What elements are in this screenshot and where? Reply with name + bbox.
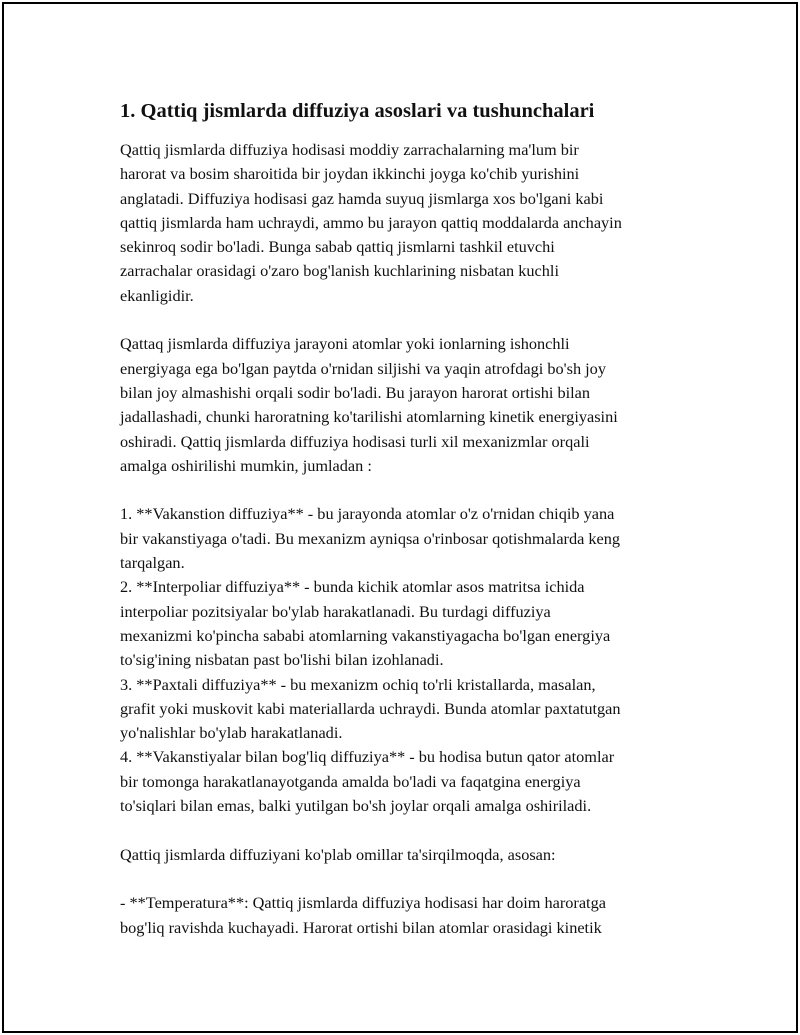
list-item-line: tarqalgan.: [120, 553, 185, 573]
text-line: harorat va bosim sharoitida bir joydan ikkinchi joyga ko'chib yurishini: [120, 164, 580, 184]
paragraph-gap: [120, 308, 692, 332]
list-item-line: 1. **Vakanstion diffuziya** - bu jarayonda atomlar o'z o'rnidan chiqib yana: [120, 504, 615, 524]
text-line: amalga oshirilishi mumkin, jumladan :: [120, 455, 372, 475]
document-body: [120, 98, 692, 940]
page-frame: [2, 2, 798, 1033]
list-item-line: 3. **Paxtali diffuziya** - bu mexanizm ochiq to'rli kristallarda, masalan,: [120, 674, 596, 694]
text-line: bog'liq ravishda kuchayadi. Harorat ortishi bilan atomlar orasidagi kinetik: [120, 917, 602, 937]
text-line: oshiradi. Qattiq jismlarda diffuziya hodisasi turli xil mexanizmlar orqali: [120, 431, 590, 451]
list-item-line: interpoliar pozitsiyalar bo'ylab harakatlanadi. Bu turdagi diffuziya: [120, 601, 551, 621]
list-item-line: mexanizmi ko'pincha sababi atomlarning vakanstiyagacha bo'lgan energiya: [120, 625, 611, 645]
text-line: energiyaga ega bo'lgan paytda o'rnidan siljishi va yaqin atrofdagi bo'sh joy: [120, 358, 606, 378]
text-line: zarrachalar orasidagi o'zaro bog'lanish kuchlarining nisbatan kuchli: [120, 261, 559, 281]
list-item-line: 4. **Vakanstiyalar bilan bog'liq diffuziya** - bu hodisa butun qator atomlar: [120, 747, 615, 767]
text-line: jadallashadi, chunki haroratning ko'tarilishi atomlarning kinetik energiyasini: [120, 407, 618, 427]
section-title: 1. Qattiq jismlarda diffuziya asoslari va tushunchalari: [120, 100, 595, 122]
list-item-line: 2. **Interpoliar diffuziya** - bunda kichik atomlar asos matritsa ichida: [120, 577, 585, 597]
text-line: bilan joy almashishi orqali sodir bo'ladi. Bu jarayon harorat ortishi bilan: [120, 382, 591, 402]
paragraph-gap: [120, 867, 692, 891]
list-item-line: to'sig'ining nisbatan past bo'lishi bilan izohlanadi.: [120, 650, 444, 670]
text-line: qattiq jismlarda ham uchraydi, ammo bu jarayon qattiq moddalarda anchayin: [120, 212, 622, 232]
text-line: Qattiq jismlarda diffuziyani ko'plab omillar ta'sirqilmoqda, asosan:: [120, 844, 556, 864]
paragraph-gap: [120, 818, 692, 842]
paragraph-factors: [120, 843, 692, 867]
paragraph-intro: [120, 138, 692, 308]
mechanism-list: [120, 502, 692, 818]
list-item-line: yo'nalishlar bo'ylab harakatlanadi.: [120, 723, 343, 743]
text-line: ekanligidir.: [120, 285, 194, 305]
list-item-line: bir vakanstiyaga o'tadi. Bu mexanizm ayniqsa o'rinbosar qotishmalarda keng: [120, 528, 621, 548]
text-line: anglatadi. Diffuziya hodisasi gaz hamda suyuq jismlarga xos bo'lgani kabi: [120, 188, 604, 208]
text-line: Qattiq jismlarda diffuziya hodisasi moddiy zarrachalarning ma'lum bir: [120, 140, 579, 159]
text-line: - **Temperatura**: Qattiq jismlarda diffuziya hodisasi har doim haroratga: [120, 893, 606, 913]
paragraph-gap: [120, 478, 692, 502]
paragraph-mechanism: [120, 332, 692, 478]
list-item-line: bir tomonga harakatlanayotganda amalda bo'ladi va faqatgina energiya: [120, 771, 581, 791]
text-line: sekinroq sodir bo'ladi. Bunga sabab qattiq jismlarni tashkil etuvchi: [120, 237, 555, 257]
text-line: Qattaq jismlarda diffuziya jarayoni atomlar yoki ionlarning ishonchli: [120, 334, 570, 354]
list-item-line: grafit yoki muskovit kabi materiallarda uchraydi. Bunda atomlar paxtatutgan: [120, 698, 621, 718]
paragraph-temperature: [120, 891, 692, 940]
list-item-line: to'siqlari bilan emas, balki yutilgan bo'sh joylar orqali amalga oshiriladi.: [120, 796, 592, 816]
